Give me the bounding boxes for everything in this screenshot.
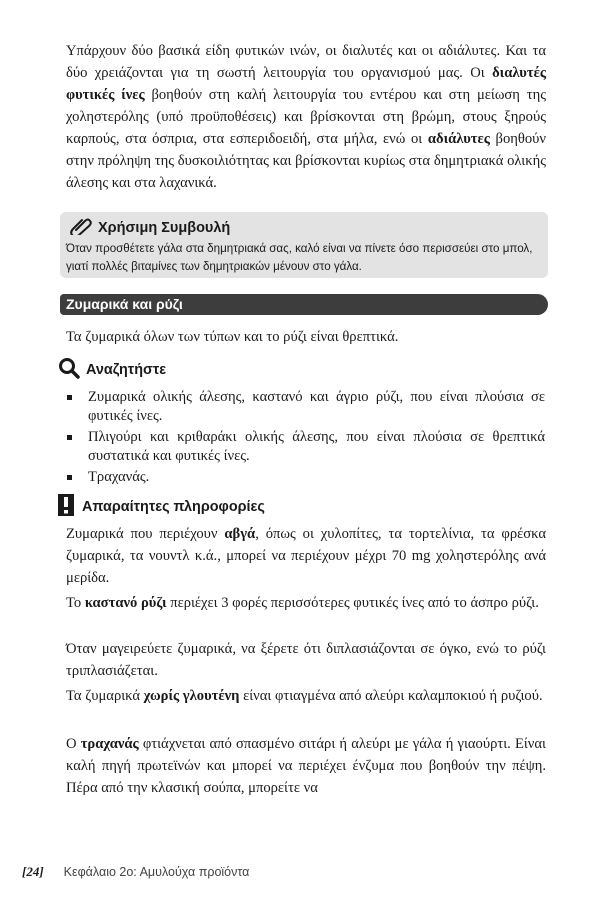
tip-text: Όταν προσθέτετε γάλα στα δημητριακά σας, καλό είναι να πίνετε όσο περισσεύει στο μπολ, γιατί πολλές βιταμίνες των δημητριακών μένουν στο γάλα. [66, 242, 533, 273]
info-paragraph-gluten-free: Τα ζυμαρικά χωρίς γλουτένη είναι φτιαγμένα από αλεύρι καλαμποκιού ή ρυζιού. [66, 688, 543, 704]
exclamation-icon [58, 494, 74, 520]
info-paragraph-brown-rice: Το καστανό ρύζι περιέχει 3 φορές περισσότερες φυτικές ίνες από το άσπρο ρύζι. [66, 595, 539, 611]
section-title: Ζυμαρικά και ρύζι [66, 296, 183, 312]
search-list [66, 388, 545, 489]
info-heading: Απαραίτητες πληροφορίες [58, 494, 265, 520]
tip-heading: Χρήσιμη Συμβουλή [70, 217, 230, 239]
list-item: Ζυμαρικά ολικής άλεσης, καστανό και άγριο ρύζι, που είναι πλούσια σε φυτικές ίνες. [66, 388, 545, 426]
list-item: Τραχανάς. [66, 468, 545, 487]
tip-box [60, 212, 548, 278]
page-footer [22, 864, 249, 880]
chapter-title: Κεφάλαιο 2ο: Αμυλούχα προϊόντα [63, 865, 250, 879]
page-number: [24] [22, 864, 44, 879]
info-paragraph-trahanas: Ο τραχανάς φτιάχνεται από σπασμένο σιτάρι ή αλεύρι με γάλα ή γιαούρτι. Είναι καλή πηγή πρωτεϊνών και μπορεί να περιέχει ένζυμα που βοηθούν την πέψη. Πέρα από την κλασική σούπα, μπορείτε να [66, 736, 546, 796]
info-paragraph-cooking: Όταν μαγειρεύετε ζυμαρικά, να ξέρετε ότι διπλασιάζονται σε όγκο, ενώ το ρύζι τριπλασιάζεται. [66, 641, 546, 679]
section-lead: Τα ζυμαρικά όλων των τύπων και το ρύζι είναι θρεπτικά. [66, 329, 399, 345]
intro-paragraph: Υπάρχουν δύο βασικά είδη φυτικών ινών, οι διαλυτές και οι αδιάλυτες. Και τα δύο χρειάζονται για τη σωστή λειτουργία του οργανισμού μας. Οι διαλυτές φυτικές ίνες βοηθούν στη καλή λειτουργία του εντέρου και στη μείωση της χοληστερόλης (υπό προϋποθέσεις) και βρίσκονται στη βρώμη, στους ξηρούς καρπούς, στα όσπρια, στα εσπεριδοειδή, στα μήλα, ενώ οι αδιάλυτες βοηθούν στην πρόληψη της δυσκοιλιότητας και βρίσκονται κυρίως στα δημητριακά ολικής άλεσης και στα λαχανικά. [66, 43, 546, 191]
search-heading: Αναζητήστε [58, 357, 166, 383]
list-item: Πλιγούρι και κριθαράκι ολικής άλεσης, που είναι πλούσια σε θρεπτικά συστατικά και φυτικές ίνες. [66, 428, 545, 466]
paperclip-icon [70, 217, 98, 239]
magnifier-icon [58, 357, 80, 383]
section-header-bar [60, 294, 548, 315]
info-paragraph-eggs: Ζυμαρικά που περιέχουν αβγά, όπως οι χυλοπίτες, τα τορτελίνια, τα φρέσκα ζυμαρικά, τα νουντλ κ.ά., μπορεί να περιέχουν μέχρι 70 mg χοληστερόλης ανά μερίδα. [66, 526, 546, 586]
